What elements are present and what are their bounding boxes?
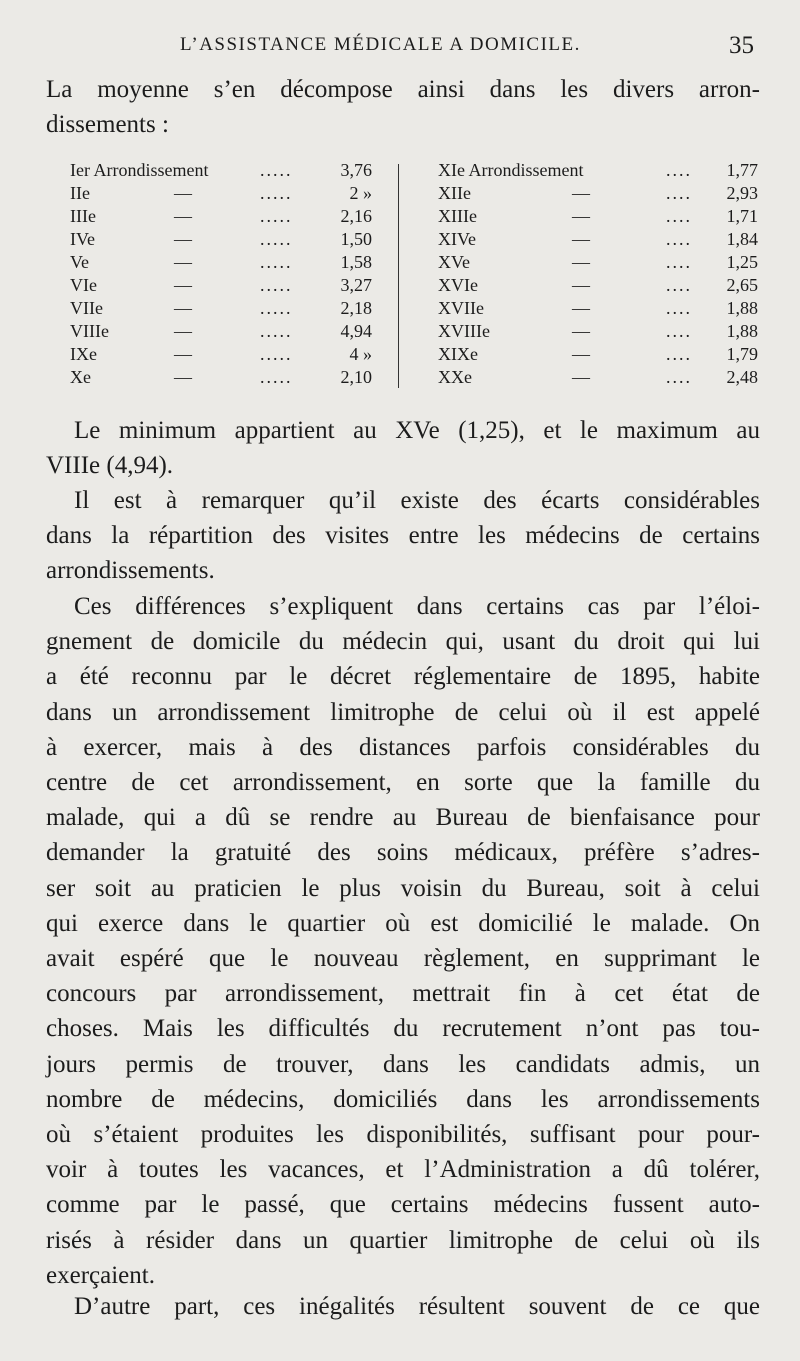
arrondissement-name: IIIe [70,206,96,226]
leader-dots: ..... [260,206,293,226]
average-value: 2,93 [726,183,758,203]
leader-dots: ..... [260,367,293,387]
text-line: voir à toutes les vacances, et l’Administration a dû tolérer, [46,1156,760,1184]
average-value: 2,10 [340,367,372,387]
arrondissement-name: XVIIe [438,298,484,318]
table-column-left [70,160,390,390]
text-line: VIIIe (4,94). [46,452,174,480]
average-value: 1,79 [726,344,758,364]
text-line: centre de cet arrondissement, en sorte que la famille du [46,769,760,797]
average-value: 1,71 [726,206,758,226]
table-row [438,275,758,298]
leader-dots: ..... [260,275,293,295]
ditto-dash: — [174,275,192,295]
text-line: dissements : [46,111,169,139]
leader-dots: ..... [260,252,293,272]
table-row [438,344,758,367]
ditto-dash: — [572,298,590,318]
ditto-dash: — [572,183,590,203]
ditto-dash: — [572,229,590,249]
arrondissement-name: XIXe [438,344,478,364]
ditto-dash: — [174,229,192,249]
arrondissement-name: XIe Arrondissement [438,160,584,180]
text-line: arrondissements. [46,557,215,585]
arrondissement-name: Ve [70,252,89,272]
arrondissement-name: IXe [70,344,97,364]
average-value: 1,77 [726,160,758,180]
ditto-dash: — [174,206,192,226]
table-row [438,298,758,321]
average-value: 2,18 [340,298,372,318]
arrondissement-name: IVe [70,229,95,249]
leader-dots: .... [666,252,692,272]
arrondissement-name: XIIIe [438,206,477,226]
text-line: choses. Mais les difficultés du recrutement n’ont pas tou- [46,1015,760,1043]
ditto-dash: — [174,183,192,203]
page-number: 35 [729,32,754,59]
average-value: 1,88 [726,321,758,341]
table-row [70,229,390,252]
text-line: nombre de médecins, domiciliés dans les arrondissements [46,1085,760,1113]
leader-dots: .... [666,160,692,180]
average-value: 2,48 [726,367,758,387]
leader-dots: .... [666,321,692,341]
leader-dots: .... [666,183,692,203]
arrondissement-name: XVIe [438,275,478,295]
leader-dots: ..... [260,160,293,180]
table-row [70,321,390,344]
arrondissement-name: VIIe [70,298,103,318]
text-line: qui exerce dans le quartier où est domicilié le malade. On [46,909,760,937]
arrondissement-name: VIIIe [70,321,109,341]
ditto-dash: — [174,367,192,387]
text-line: jours permis de trouver, dans les candidats admis, un [46,1050,760,1078]
minmax-paragraph [46,413,760,483]
text-line: La moyenne s’en décompose ainsi dans les divers arron- [46,76,760,103]
table-row [70,298,390,321]
ditto-dash: — [572,252,590,272]
table-column-right [438,160,758,390]
table-row [70,344,390,367]
table-row [70,160,390,183]
table-row [438,252,758,275]
leader-dots: .... [666,206,692,226]
table-row [438,160,758,183]
average-value: 3,27 [340,275,372,295]
arrondissement-name: IIe [70,183,90,203]
text-line: ser soit au praticien le plus voisin du Bureau, soit à celui [46,874,760,902]
leader-dots: .... [666,367,692,387]
ditto-dash: — [572,275,590,295]
average-value: 4,94 [340,321,372,341]
leader-dots: .... [666,229,692,249]
ditto-dash: — [174,344,192,364]
average-value: 2,16 [340,206,372,226]
arrondissement-name: XIVe [438,229,476,249]
text-line: dans un arrondissement limitrophe de celui où il est appelé [46,698,760,726]
ditto-dash: — [174,252,192,272]
table-row [70,275,390,298]
text-line: où s’étaient produites les disponibilités, suffisant pour pour- [46,1121,760,1149]
ditto-dash: — [572,206,590,226]
ditto-dash: — [174,321,192,341]
page-header [0,34,800,64]
arrondissement-name: XVIIIe [438,321,490,341]
text-line: comme par le passé, que certains médecins fussent auto- [46,1191,760,1219]
leader-dots: ..... [260,344,293,364]
table-row [70,183,390,206]
table-row [438,229,758,252]
table-row [438,321,758,344]
average-value: 1,84 [726,229,758,249]
leader-dots: .... [666,344,692,364]
arrondissement-name: XXe [438,367,472,387]
text-line: exerçaient. [46,1261,155,1289]
text-line: concours par arrondissement, mettrait fin à cet état de [46,980,760,1008]
ditto-dash: — [572,344,590,364]
arrondissement-name: XIIe [438,183,471,203]
average-value: 2,65 [726,275,758,295]
text-line: a été reconnu par le décret réglementaire de 1895, habite [46,663,760,691]
arrondissement-name: Xe [70,367,91,387]
table-row [438,183,758,206]
text-line: à exercer, mais à des distances parfois considérables du [46,733,760,761]
text-line: Il est à remarquer qu’il existe des écarts considérables [74,487,760,514]
leader-dots: ..... [260,229,293,249]
arrondissement-name: Ier Arrondissement [70,160,209,180]
running-title: L’ASSISTANCE MÉDICALE A DOMICILE. [180,34,581,55]
average-value: 1,58 [340,252,372,272]
average-value: 3,76 [340,160,372,180]
ditto-dash: — [174,298,192,318]
differences-paragraph [46,589,760,1293]
intro-paragraph [46,72,760,142]
ecarts-paragraph [46,483,760,589]
leader-dots: ..... [260,321,293,341]
arrondissement-name: VIe [70,275,97,295]
average-value: 2 » [349,183,372,203]
arrondissement-table [70,160,760,390]
leader-dots: ..... [260,298,293,318]
text-line: demander la gratuité des soins médicaux, préfère s’adres- [46,839,760,867]
text-line: D’autre part, ces inégalités résultent souvent de ce que [74,1293,760,1320]
average-value: 4 » [349,344,372,364]
ditto-dash: — [572,321,590,341]
table-row [438,367,758,390]
text-line: risés à résider dans un quartier limitrophe de celui où ils [46,1226,760,1254]
ditto-dash: — [572,367,590,387]
text-line: Le minimum appartient au XVe (1,25), et le maximum au [74,417,760,444]
leader-dots: ..... [260,183,293,203]
table-row [70,367,390,390]
text-line: Ces différences s’expliquent dans certains cas par l’éloi- [74,593,760,620]
column-divider [398,164,399,388]
average-value: 1,25 [726,252,758,272]
table-row [438,206,758,229]
arrondissement-name: XVe [438,252,470,272]
text-line: gnement de domicile du médecin qui, usant du droit qui lui [46,628,760,656]
average-value: 1,88 [726,298,758,318]
leader-dots: .... [666,298,692,318]
text-line: dans la répartition des visites entre les médecins de certains [46,522,760,550]
table-row [70,252,390,275]
text-line: malade, qui a dû se rendre au Bureau de bienfaisance pour [46,804,760,832]
average-value: 1,50 [340,229,372,249]
table-row [70,206,390,229]
autre-paragraph [46,1289,760,1324]
leader-dots: .... [666,275,692,295]
text-line: avait espéré que le nouveau règlement, en supprimant le [46,945,760,973]
